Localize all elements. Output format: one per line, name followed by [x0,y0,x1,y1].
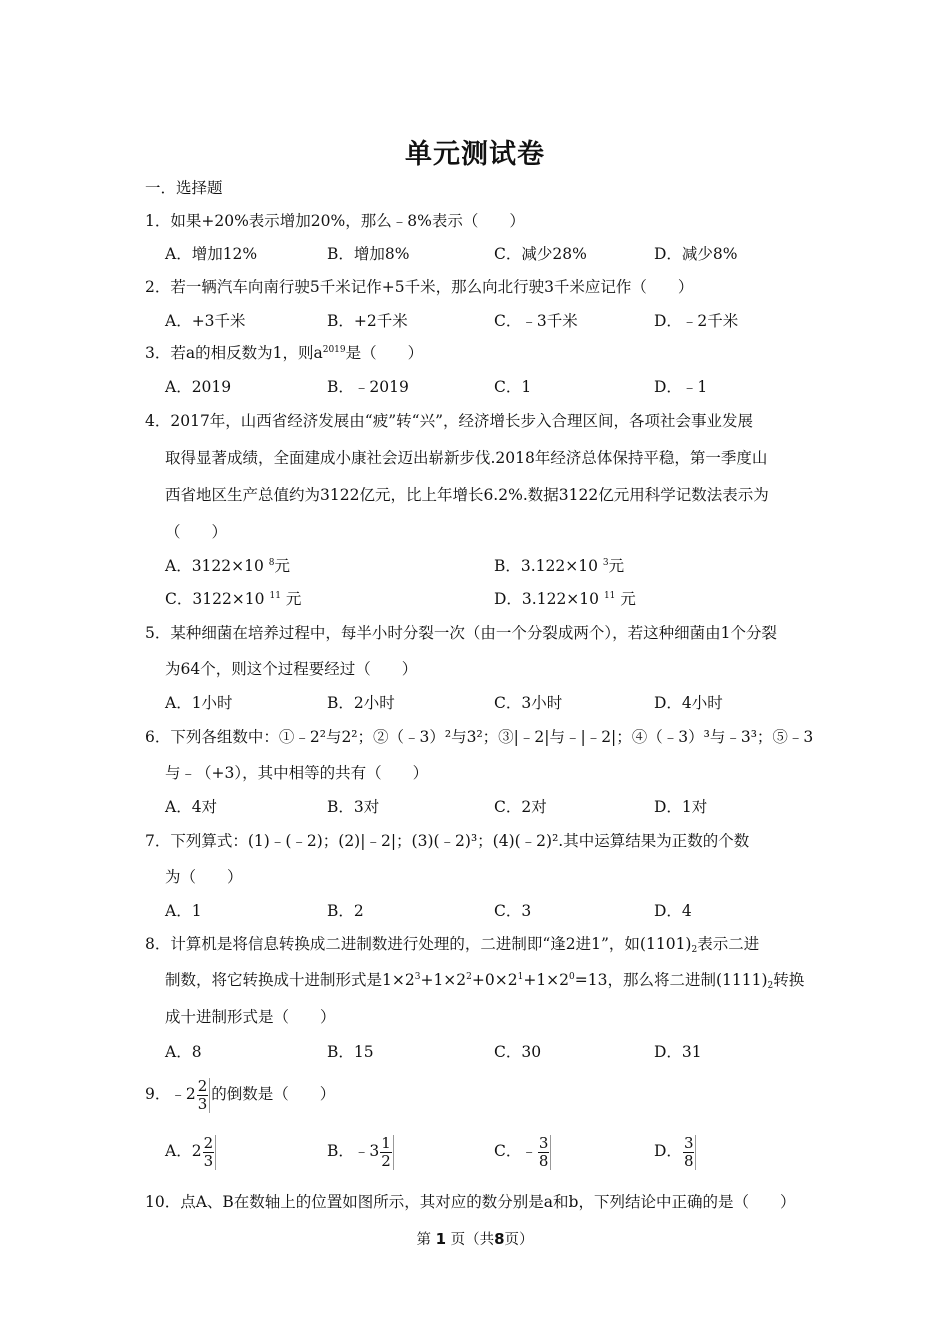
q9-whole: 9．﹣2 [145,1085,196,1103]
footer-total-pages: 8 [494,1230,505,1248]
q4-option-d [494,589,636,609]
q8-l2-f: 转换 [773,971,805,989]
question-4-line-4: （ ） [165,523,228,541]
question-4-line-3: 西省地区生产总值约为3122亿元，比上年增长6.2%.数据3122亿元用科学记数法表示为 [165,486,769,504]
question-5-line-2: 为64个，则这个过程要经过（ ） [165,660,418,678]
q9-b-denominator: 2 [381,1151,391,1170]
q3-option-a: A．2019 [165,378,232,396]
question-7-line-1: 7．下列算式：(1)﹣(﹣2)；(2)|﹣2|；(3)(﹣2)³；(4)(﹣2)².其中运算结果为正数的个数 [145,832,750,850]
q4-option-b [494,556,624,576]
q9-a-denominator: 3 [203,1151,214,1170]
question-5-line-1: 5．某种细菌在培养过程中，每半小时分裂一次（由一个分裂成两个），若这种细菌由1个分裂 [145,624,777,642]
q9-d-numerator: 3 [683,1133,694,1152]
q1-option-c: C．减少28% [494,245,587,263]
q5-option-b: B．2小时 [327,694,395,712]
q9-stem-post: 的倒数是（ ） [211,1085,336,1103]
question-9 [145,1076,335,1113]
q4-c-unit: 元 [285,590,302,608]
q4-a-base: A．3122×10 [165,557,264,575]
q8-option-c: C．30 [494,1043,542,1061]
footer-post: 页） [504,1232,534,1248]
q4-b-unit: 元 [608,557,625,575]
q9-b-fraction [380,1135,394,1170]
q3-stem-pre: 3．若a的相反数为1，则a [145,344,323,362]
question-8-line-2 [165,970,804,990]
q8-l2-e: =13，那么将二进制(1111) [574,971,768,989]
q9-c-fraction [538,1135,552,1170]
question-10: 10．点A、B在数轴上的位置如图所示，其对应的数分别是a和b，下列结论中正确的是（ ） [145,1193,796,1211]
page-footer [0,1228,950,1249]
question-6-line-1: 6．下列各组数中：①﹣2²与2²；②（﹣3）²与3²；③|﹣2|与﹣|﹣2|；④（﹣3）³与﹣3³；⑤﹣3 [145,728,814,746]
q9-option-c [494,1133,552,1170]
question-8-line-1 [145,934,759,954]
q4-c-base: C．3122×10 [165,590,265,608]
q5-option-c: C．3小时 [494,694,563,712]
q4-a-unit: 元 [274,557,291,575]
q4-b-base: B．3.122×10 [494,557,598,575]
q8-exp-3: 1 [517,972,524,982]
q9-fraction [197,1078,211,1113]
q1-option-b: B．增加8% [327,245,410,263]
q2-option-b: B．+2千米 [327,312,408,330]
footer-page-number: 1 [435,1230,446,1248]
q9-d-fraction [683,1135,697,1170]
q1-option-d: D．减少8% [654,245,738,263]
question-4-line-1: 4．2017年，山西省经济发展由“疲”转“兴”，经济增长步入合理区间，各项社会事业发展 [145,412,754,430]
q8-option-a: A．8 [165,1043,202,1061]
q8-l1-a: 8．计算机是将信息转换成二进制数进行处理的，二进制即“逢2进1”，如(1101) [145,935,692,953]
q9-denominator: 3 [197,1094,208,1113]
q9-c-numerator: 3 [538,1133,549,1152]
q4-option-a [165,556,290,576]
q2-option-c: C．﹣3千米 [494,312,578,330]
q4-d-unit: 元 [620,590,636,608]
q4-d-exp: 11 [603,591,616,601]
q8-option-d: D．31 [654,1043,702,1061]
q6-option-c: C．2对 [494,798,547,816]
q3-option-c: C．1 [494,378,532,396]
q7-option-d: D．4 [654,902,692,920]
q2-option-a: A．+3千米 [165,312,246,330]
q2-option-d: D．﹣2千米 [654,312,739,330]
q7-option-a: A．1 [165,902,202,920]
question-2: 2．若一辆汽车向南行驶5千米记作+5千米，那么向北行驶3千米应记作（ ） [145,278,694,296]
q8-l2-a: 制数，将它转换成十进制形式是1×2 [165,971,415,989]
q9-numerator: 2 [197,1076,208,1095]
q4-b-exp: 3 [602,558,609,568]
q1-option-a: A．增加12% [165,245,258,263]
section-heading: 一．选择题 [145,179,223,197]
q4-d-base: D．3.122×10 [494,590,600,608]
q8-exp-1: 3 [414,972,421,982]
q8-l2-c: +0×2 [471,971,518,989]
q4-c-exp: 11 [269,591,281,601]
q8-l2-d: +1×2 [523,971,570,989]
q7-option-c: C．3 [494,902,532,920]
q9-b-whole: B．﹣3 [327,1142,380,1160]
q4-a-exp: 8 [268,558,275,568]
q9-option-d [654,1133,697,1170]
q8-l1-sub: 2 [691,945,698,955]
q6-option-d: D．1对 [654,798,708,816]
q8-exp-2: 2 [466,972,472,982]
q7-option-b: B．2 [327,902,364,920]
footer-mid: 页（共 [450,1232,495,1248]
q3-stem-post: 是（ ） [345,344,424,362]
question-1: 1．如果+20%表示增加20%，那么﹣8%表示（ ） [145,212,525,230]
question-4-line-2: 取得显著成绩，全面建成小康社会迈出崭新步伐.2018年经济总体保持平稳，第一季度山 [165,449,768,467]
q5-option-a: A．1小时 [165,694,233,712]
q9-c-sign: C．﹣ [494,1142,537,1160]
question-7-line-2: 为（ ） [165,868,243,886]
q8-option-b: B．15 [327,1043,374,1061]
q5-option-d: D．4小时 [654,694,723,712]
q6-option-b: B．3对 [327,798,380,816]
q9-d-denominator: 8 [683,1151,694,1170]
q9-option-a [165,1133,217,1170]
q6-option-a: A．4对 [165,798,218,816]
q9-option-b [327,1133,395,1170]
q9-c-denominator: 8 [538,1151,549,1170]
q3-option-b: B．﹣2019 [327,378,409,396]
question-8-line-3: 成十进制形式是（ ） [165,1008,336,1026]
question-3 [145,343,423,363]
q9-a-numerator: 2 [203,1133,214,1152]
q8-l2-b: +1×2 [420,971,467,989]
q9-b-numerator: 1 [381,1133,391,1152]
q9-d-label: D． [654,1142,682,1160]
q9-a-whole: A．2 [165,1142,202,1160]
q3-option-d: D．﹣1 [654,378,708,396]
q8-l1-b: 表示二进 [697,935,760,953]
q8-exp-4: 0 [569,972,575,982]
footer-pre: 第 [416,1232,431,1248]
q8-l2-sub: 2 [767,981,774,991]
q9-a-fraction [203,1135,217,1170]
q4-option-c [165,589,301,609]
question-6-line-2: 与﹣（+3），其中相等的共有（ ） [165,764,429,782]
page-title: 单元测试卷 [405,139,545,170]
q3-exponent: 2019 [322,345,346,355]
